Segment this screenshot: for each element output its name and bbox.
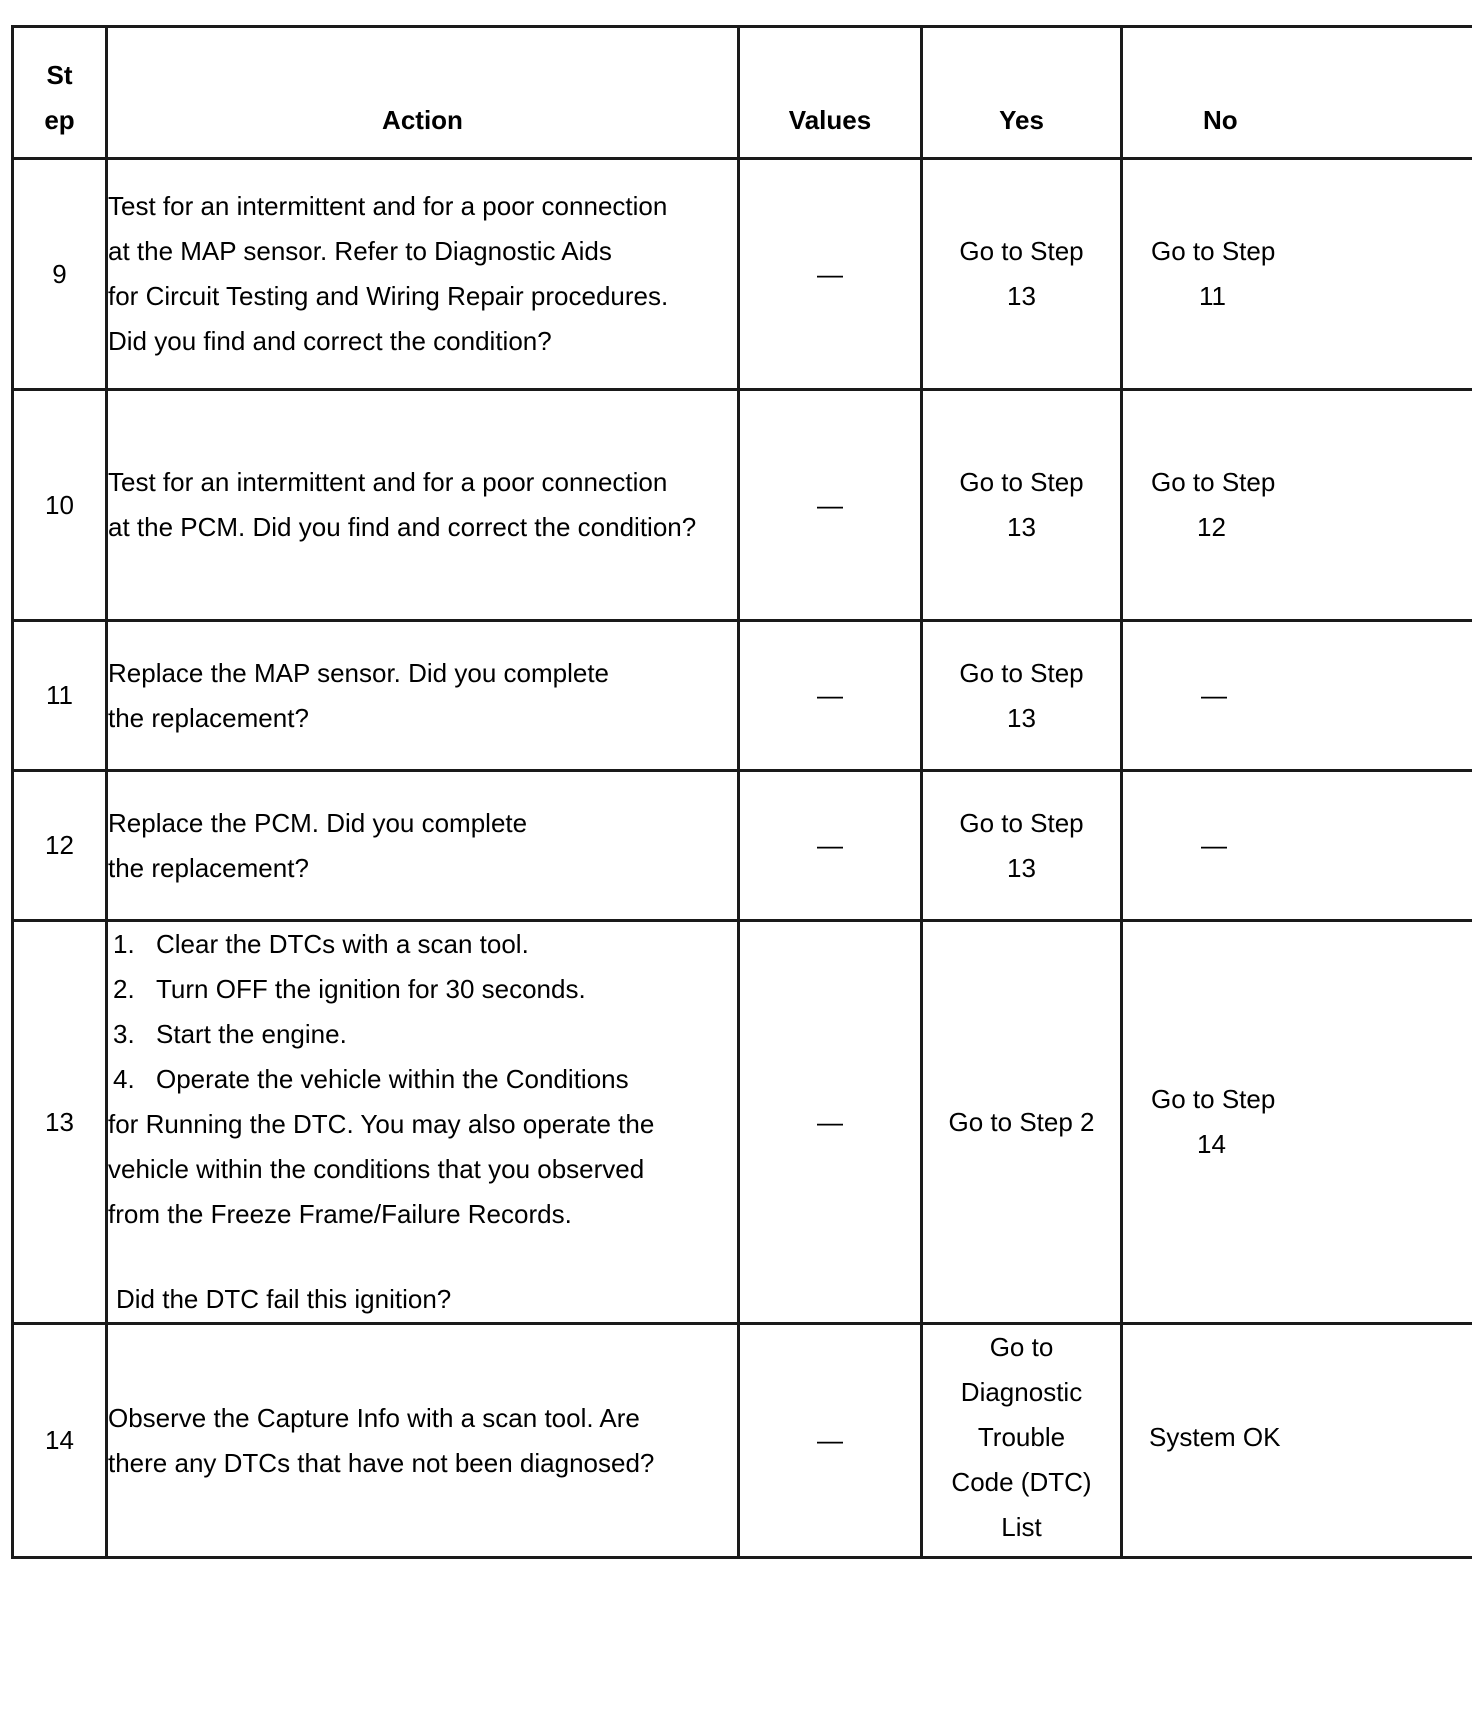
no-cell (1122, 921, 1472, 1324)
action-list-item (108, 1057, 737, 1102)
diagnostic-table (11, 25, 1472, 1559)
list-number: 2. (113, 974, 135, 1004)
action-line: Replace the MAP sensor. Did you complete (108, 657, 610, 688)
table-row-step-11 (13, 621, 1472, 771)
action-cell (107, 771, 739, 921)
yes-line: 13 (1007, 702, 1036, 733)
no-line: System OK (1149, 1422, 1281, 1452)
step-number: 11 (13, 621, 107, 771)
yes-line: Code (DTC) (951, 1467, 1092, 1497)
action-cell (107, 159, 739, 390)
step-number: 13 (13, 921, 107, 1324)
yes-line: Trouble (977, 1422, 1066, 1452)
no-line: Go to Step (1151, 236, 1276, 266)
yes-line: Go to Step (959, 467, 1084, 497)
values-cell: — (739, 159, 922, 390)
action-line: Observe the Capture Info with a scan tool. Are (108, 1402, 640, 1433)
values-cell: — (739, 621, 922, 771)
action-cell (107, 621, 739, 771)
yes-cell (922, 771, 1122, 921)
table-row-step-10 (13, 390, 1472, 621)
action-line: Did you find and correct the condition? (108, 326, 552, 356)
no-line: 11 (1199, 281, 1226, 311)
step-number: 14 (13, 1324, 107, 1558)
action-line: vehicle within the conditions that you observed (108, 1154, 645, 1184)
action-list-item (108, 922, 737, 967)
action-line: from the Freeze Frame/Failure Records. (108, 1199, 572, 1229)
no-line: — (1201, 830, 1227, 860)
action-line: the replacement? (108, 852, 309, 883)
yes-line: 13 (1007, 852, 1036, 883)
header-values: Values (739, 27, 922, 159)
yes-cell (922, 1324, 1122, 1558)
values-cell: — (739, 771, 922, 921)
header-step-line2: ep (44, 105, 75, 135)
yes-line: Go to Step (959, 236, 1084, 266)
yes-line: 13 (1007, 281, 1036, 311)
no-line: — (1201, 680, 1227, 710)
no-cell (1122, 159, 1472, 390)
spacer (108, 1237, 737, 1277)
header-action: Action (107, 27, 739, 159)
list-text: Operate the vehicle within the Conditions (156, 1064, 629, 1094)
list-text: Clear the DTCs with a scan tool. (156, 929, 529, 959)
values-cell: — (739, 390, 922, 621)
yes-line: Go to Step (959, 657, 1084, 688)
table-row-step-9 (13, 159, 1472, 390)
step-number: 9 (13, 159, 107, 390)
no-line: Go to Step (1151, 1084, 1276, 1114)
header-yes: Yes (922, 27, 1122, 159)
action-line: at the MAP sensor. Refer to Diagnostic Aids (108, 236, 612, 266)
yes-line: List (1001, 1512, 1042, 1542)
yes-line: 13 (1007, 512, 1036, 542)
header-step (13, 27, 107, 159)
list-text: Turn OFF the ignition for 30 seconds. (156, 974, 586, 1004)
step-number: 12 (13, 771, 107, 921)
action-list-item (108, 967, 737, 1012)
action-line: the replacement? (108, 702, 309, 733)
yes-line: Go to Step 2 (948, 1106, 1095, 1137)
no-line: 12 (1197, 512, 1226, 542)
action-line: for Circuit Testing and Wiring Repair procedures. (108, 281, 669, 311)
yes-line: Go to Step (959, 807, 1084, 838)
yes-cell (922, 621, 1122, 771)
header-row (13, 27, 1472, 159)
no-cell (1122, 621, 1472, 771)
table-row-step-14 (13, 1324, 1472, 1558)
no-cell (1122, 771, 1472, 921)
action-line: Test for an intermittent and for a poor connection (108, 467, 668, 497)
list-number: 4. (113, 1064, 135, 1094)
table-row-step-13 (13, 921, 1472, 1324)
table-row-step-12 (13, 771, 1472, 921)
header-step-line1: St (46, 60, 73, 90)
action-cell (107, 390, 739, 621)
action-line: at the PCM. Did you find and correct the condition? (108, 512, 697, 542)
step-number: 10 (13, 390, 107, 621)
yes-cell (922, 390, 1122, 621)
action-question: Did the DTC fail this ignition? (116, 1284, 452, 1314)
yes-cell (922, 159, 1122, 390)
no-line: 14 (1197, 1129, 1226, 1159)
values-cell: — (739, 1324, 922, 1558)
action-line: Replace the PCM. Did you complete (108, 807, 528, 838)
list-number: 1. (113, 929, 135, 959)
yes-line: Go to (989, 1332, 1054, 1362)
values-cell: — (739, 921, 922, 1324)
no-cell (1122, 390, 1472, 621)
header-no: No (1122, 27, 1472, 159)
yes-cell (922, 921, 1122, 1324)
action-cell (107, 1324, 739, 1558)
list-text: Start the engine. (156, 1019, 347, 1049)
yes-line: Diagnostic (960, 1377, 1083, 1407)
list-number: 3. (113, 1019, 135, 1049)
no-cell (1122, 1324, 1472, 1558)
no-line: Go to Step (1151, 467, 1276, 497)
action-cell (107, 921, 739, 1324)
action-line: Test for an intermittent and for a poor connection (108, 191, 668, 221)
action-line: there any DTCs that have not been diagnosed? (108, 1447, 655, 1478)
action-line: for Running the DTC. You may also operate the (108, 1109, 655, 1139)
action-list-item (108, 1012, 737, 1057)
